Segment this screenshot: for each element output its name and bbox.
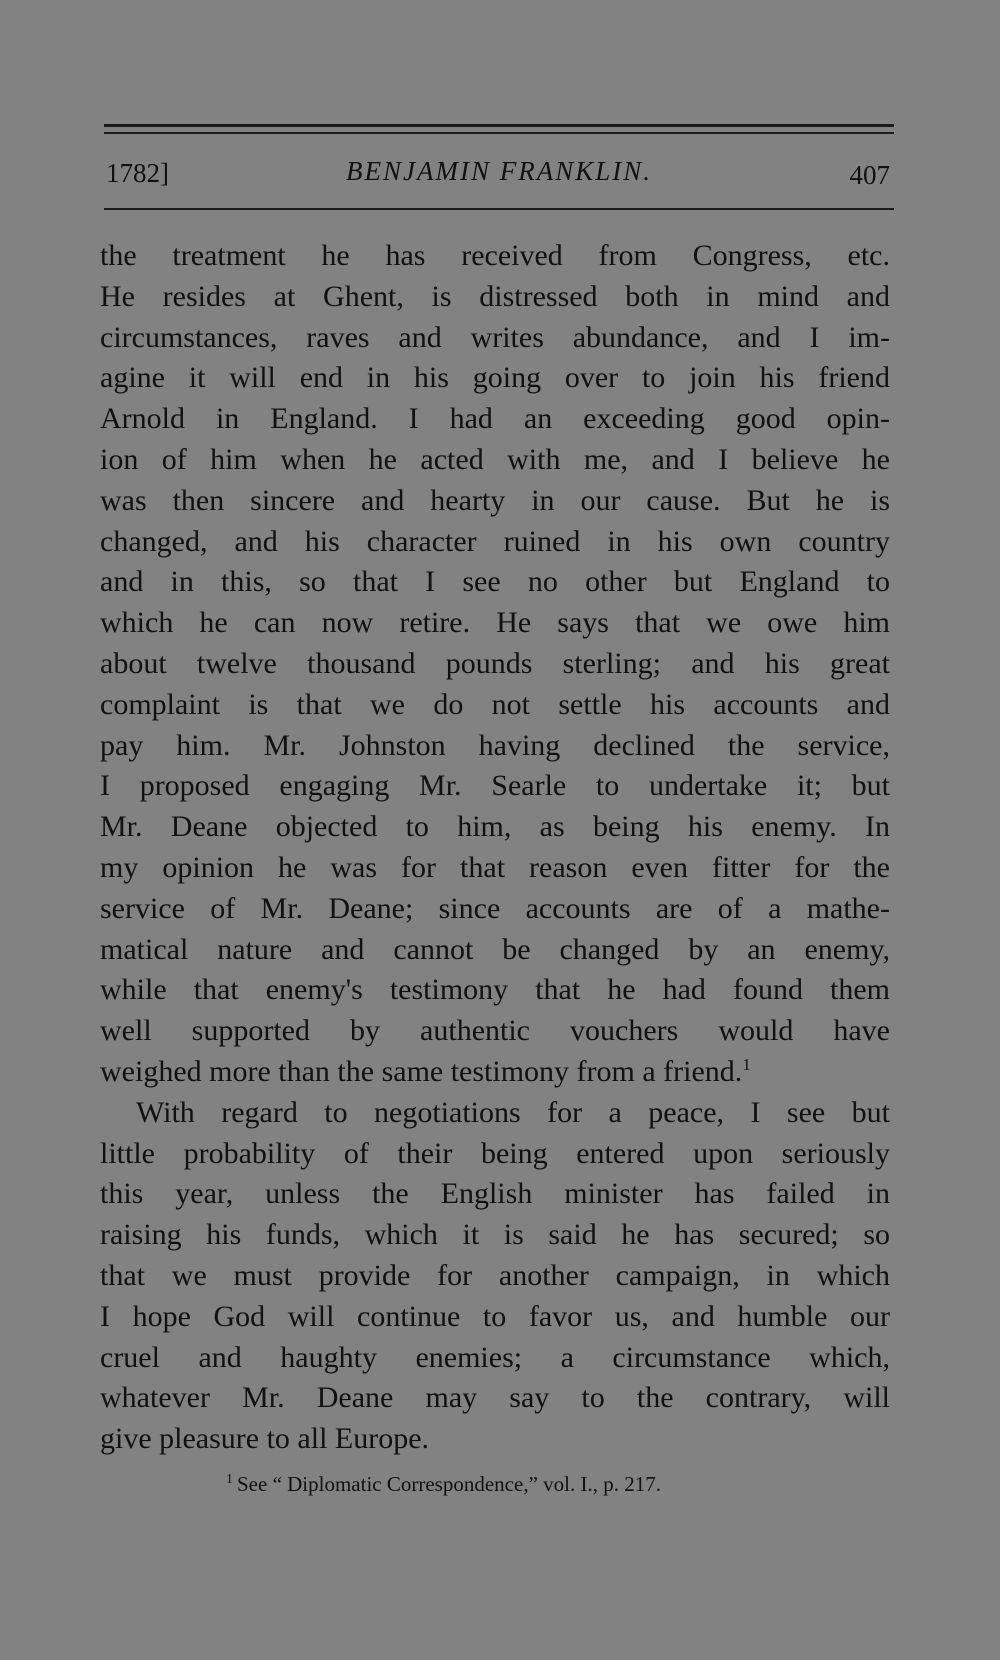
line-text: pay him. Mr. Johnston having declined the service, <box>100 728 890 762</box>
line-text: service of Mr. Deane; since accounts are of a mathe- <box>100 891 890 925</box>
line-text: well supported by authentic vouchers would have <box>100 1014 890 1048</box>
header-rule-second <box>104 132 894 134</box>
header-rule-top <box>104 124 894 127</box>
text-line <box>100 236 890 277</box>
line-text: give pleasure to all Europe. <box>100 1422 430 1456</box>
line-text: which he can now retire. He says that we owe him <box>100 606 890 640</box>
line-text: I hope God will continue to favor us, and humble our <box>100 1299 890 1333</box>
page-number: 407 <box>849 160 890 190</box>
text-line <box>100 1378 890 1419</box>
line-text: that we must provide for another campaign, in which <box>100 1258 890 1292</box>
text-line <box>100 440 890 481</box>
text-line <box>100 318 890 359</box>
running-header <box>104 152 894 196</box>
text-line <box>100 481 890 522</box>
line-text: while that enemy's testimony that he had found them <box>100 973 890 1007</box>
footnote <box>226 1472 661 1497</box>
header-title: BENJAMIN FRANKLIN. <box>346 156 652 186</box>
text-line <box>100 522 890 563</box>
line-text: my opinion he was for that reason even fitter for the <box>100 850 890 884</box>
line-text: Arnold in England. I had an exceeding good opin- <box>100 402 890 436</box>
line-text: With regard to negotiations for a peace, I see but <box>136 1095 890 1129</box>
line-text: agine it will end in his going over to join his friend <box>100 361 890 395</box>
text-line <box>100 807 890 848</box>
line-text: Mr. Deane objected to him, as being his enemy. In <box>100 810 890 844</box>
line-text: and in this, so that I see no other but England to <box>100 565 890 599</box>
text-line <box>100 1011 890 1052</box>
text-line <box>100 848 890 889</box>
line-text: matical nature and cannot be changed by an enemy, <box>100 932 890 966</box>
text-line <box>100 889 890 930</box>
text-line <box>100 1419 890 1460</box>
text-line <box>100 1215 890 1256</box>
line-text: this year, unless the English minister has failed in <box>100 1177 890 1211</box>
line-text: ion of him when he acted with me, and I believe he <box>100 442 890 476</box>
line-text: the treatment he has received from Congress, etc. <box>100 239 890 272</box>
text-line <box>100 1174 890 1215</box>
text-line <box>100 1134 890 1175</box>
footnote-reference: 1 <box>742 1054 751 1074</box>
text-line <box>100 1093 890 1134</box>
line-text: about twelve thousand pounds sterling; and his great <box>100 646 890 680</box>
text-line <box>100 726 890 767</box>
text-line <box>100 970 890 1011</box>
line-text: cruel and haughty enemies; a circumstance which, <box>100 1340 890 1374</box>
text-line <box>100 1256 890 1297</box>
paragraph <box>100 1093 890 1460</box>
line-text: whatever Mr. Deane may say to the contrary, will <box>100 1381 890 1415</box>
line-text: weighed more than the same testimony from a friend. <box>100 1054 743 1088</box>
text-line <box>100 1052 890 1093</box>
body-text <box>100 236 890 1460</box>
footnote-text: See “ Diplomatic Correspondence,” vol. I., p. 217. <box>237 1472 661 1496</box>
line-text: I proposed engaging Mr. Searle to undertake it; but <box>100 769 890 803</box>
line-text: He resides at Ghent, is distressed both in mind and <box>100 279 890 313</box>
text-line <box>100 644 890 685</box>
line-text: circumstances, raves and writes abundance, and I im- <box>100 320 890 354</box>
text-line <box>100 277 890 318</box>
text-line <box>100 399 890 440</box>
line-text: little probability of their being entered upon seriously <box>100 1136 890 1170</box>
header-year: 1782] <box>106 158 169 188</box>
line-text: complaint is that we do not settle his accounts and <box>100 687 890 721</box>
footnote-mark: 1 <box>226 1472 233 1487</box>
line-text: changed, and his character ruined in his own country <box>100 524 890 558</box>
text-line <box>100 562 890 603</box>
text-line <box>100 930 890 971</box>
text-line <box>100 603 890 644</box>
text-line <box>100 685 890 726</box>
paragraph <box>100 236 890 1093</box>
text-line <box>100 1338 890 1379</box>
header-rule-bottom <box>104 208 894 210</box>
line-text: raising his funds, which it is said he has secured; so <box>100 1218 890 1252</box>
text-line <box>100 358 890 399</box>
text-line <box>100 1297 890 1338</box>
line-text: was then sincere and hearty in our cause. But he is <box>100 483 890 517</box>
text-line <box>100 766 890 807</box>
